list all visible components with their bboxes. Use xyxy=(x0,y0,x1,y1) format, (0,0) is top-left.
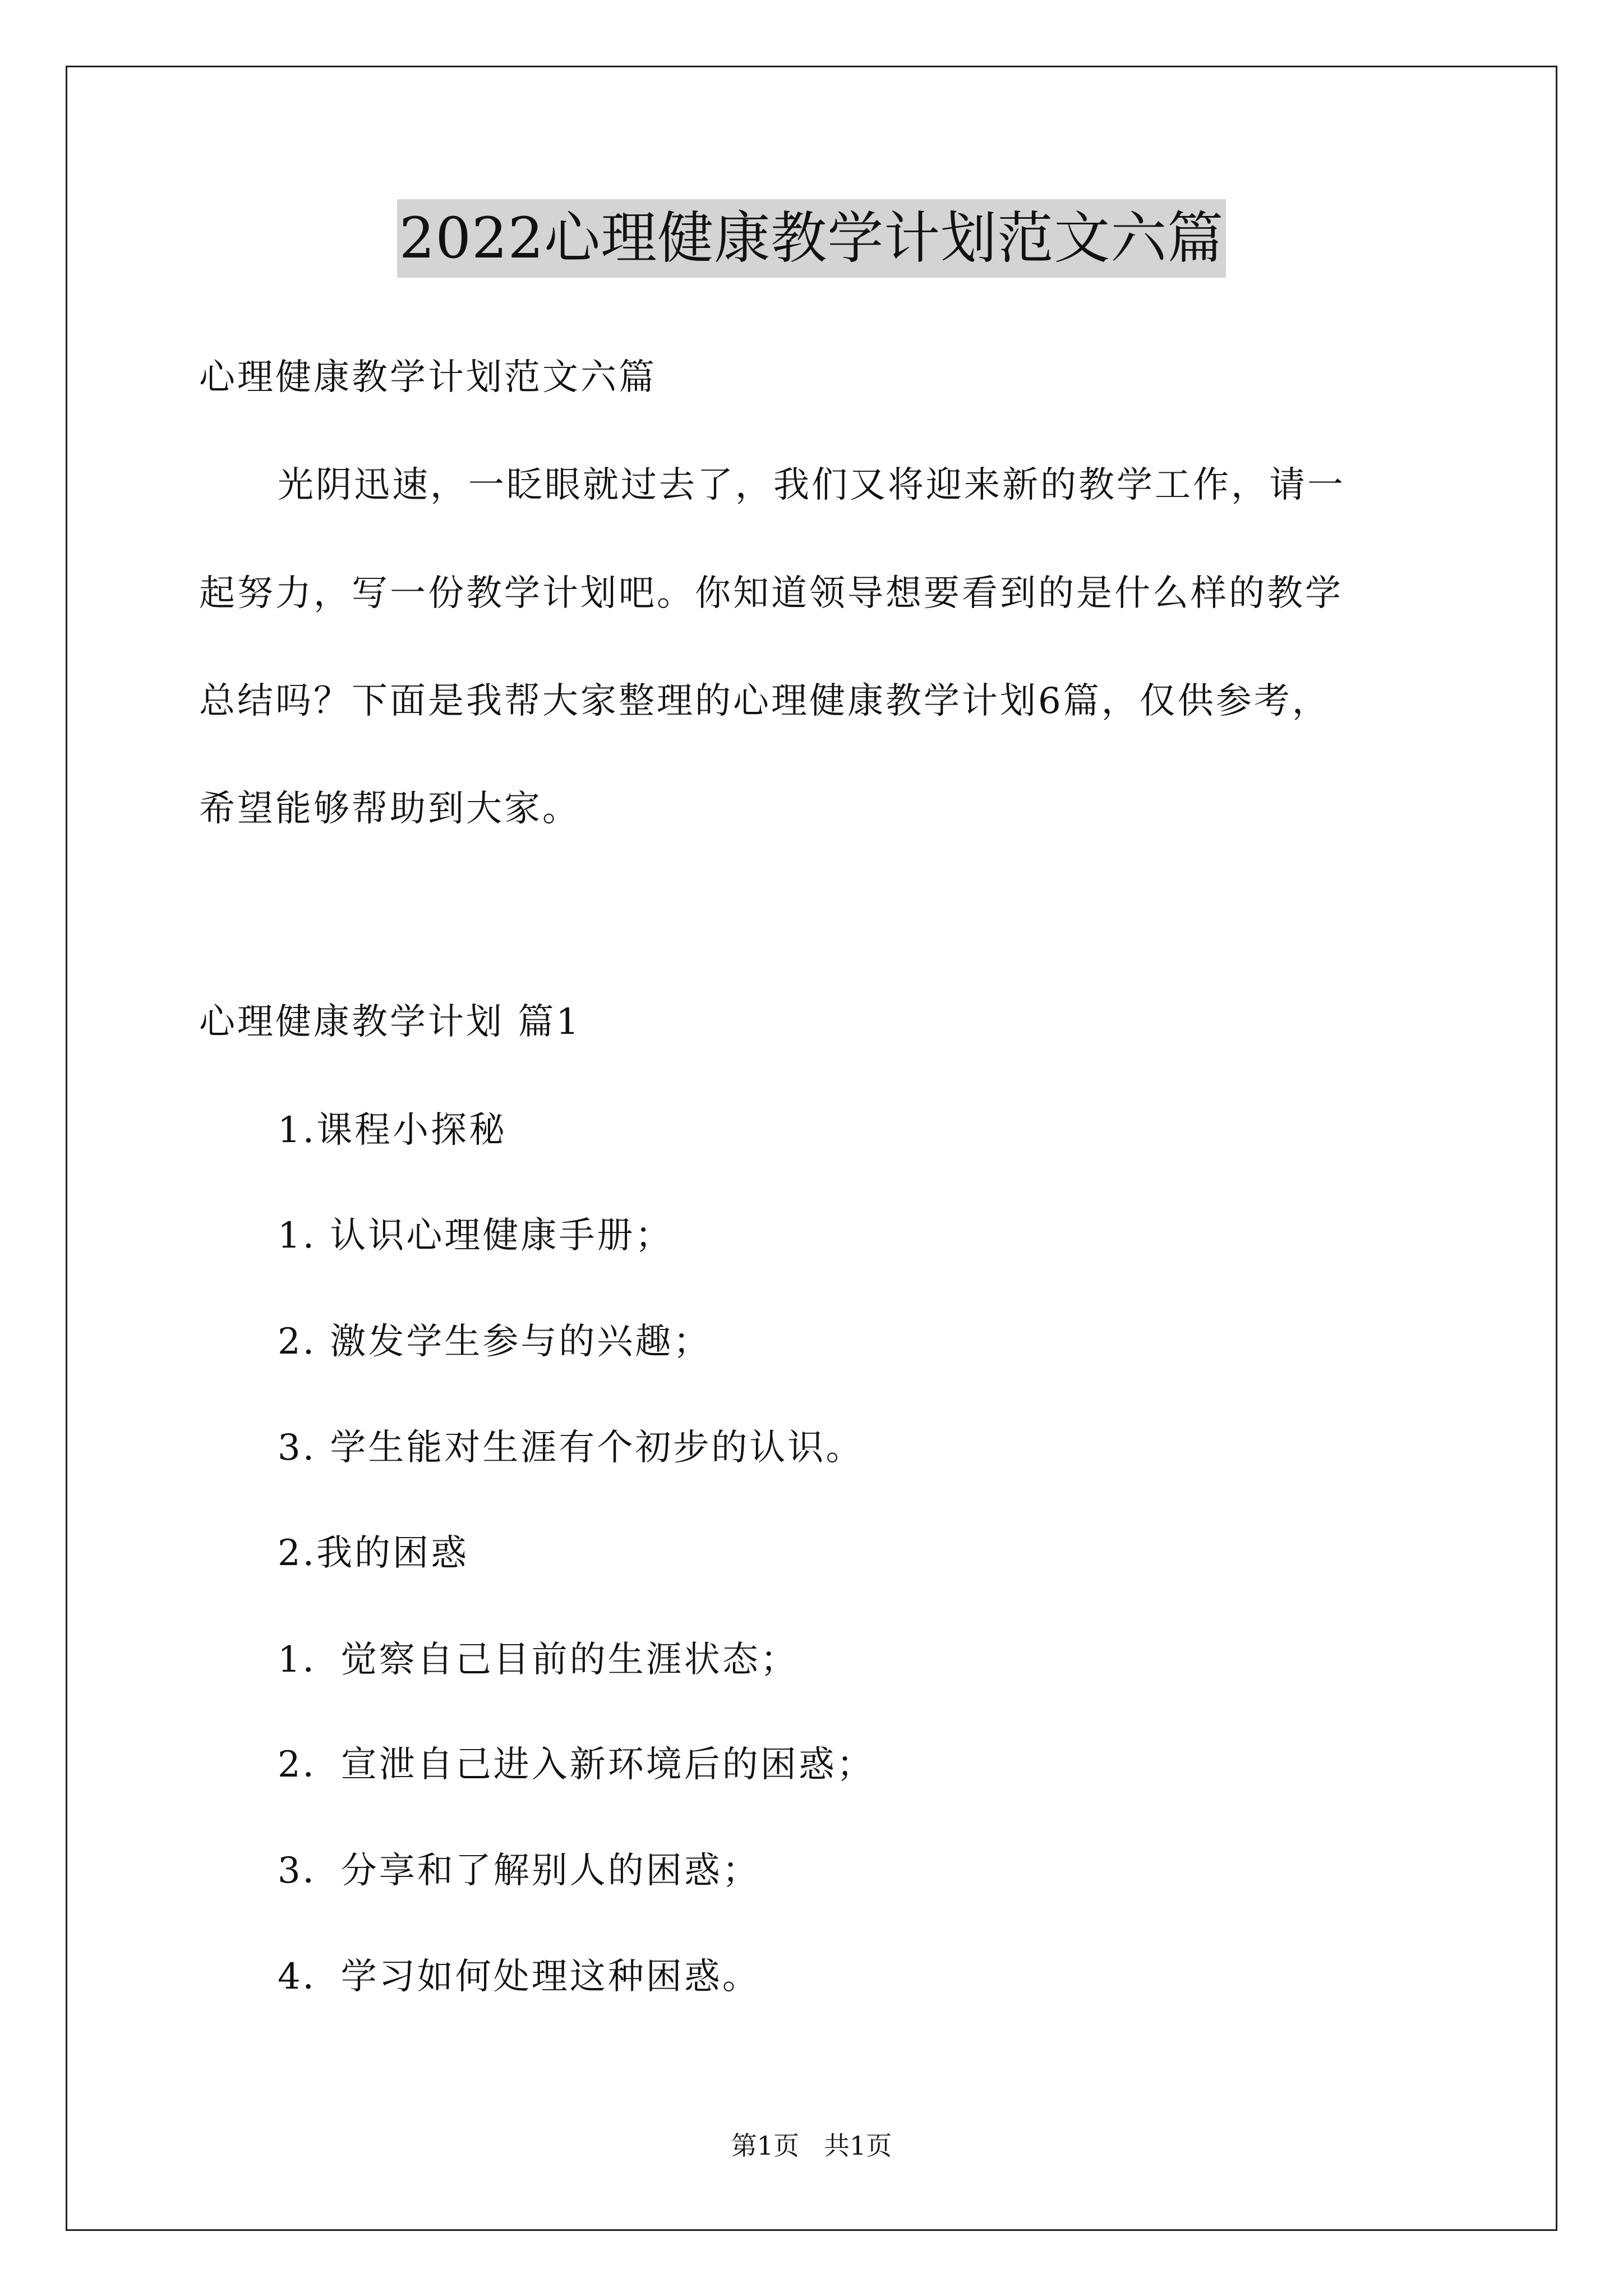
list-item: 1．觉察自己目前的生涯状态； xyxy=(278,1639,799,1681)
list-item: 2．宣泄自己进入新环境后的困惑； xyxy=(278,1744,875,1786)
list-item: 3. 学生能对生涯有个初步的认识。 xyxy=(278,1427,864,1469)
section-heading: 心理健康教学计划 篇1 xyxy=(199,1001,582,1043)
document-title: 2022心理健康教学计划范文六篇 xyxy=(397,199,1227,278)
list-item: 2.我的困惑 xyxy=(278,1533,469,1574)
document-subtitle: 心理健康教学计划范文六篇 xyxy=(199,357,657,398)
list-item: 1.课程小探秘 xyxy=(278,1110,508,1151)
list-item: 1. 认识心理健康手册； xyxy=(278,1215,674,1257)
list-item: 2. 激发学生参与的兴趣； xyxy=(278,1321,712,1363)
list-item: 3．分享和了解别人的困惑； xyxy=(278,1850,760,1892)
intro-line-3: 总结吗？下面是我帮大家整理的心理健康教学计划6篇，仅供参考， xyxy=(199,680,1330,722)
page-number-total: 共1页 xyxy=(824,2131,892,2161)
page-footer xyxy=(0,2129,1623,2162)
intro-line-4: 希望能够帮助到大家。 xyxy=(199,788,580,830)
title-container xyxy=(0,199,1623,278)
list-item: 4．学习如何处理这种困惑。 xyxy=(278,1956,760,1998)
intro-line-2: 起努力，写一份教学计划吧。你知道领导想要看到的是什么样的教学 xyxy=(199,573,1343,614)
intro-line-1: 光阴迅速，一眨眼就过去了，我们又将迎来新的教学工作，请一 xyxy=(278,464,1345,506)
page-number-current: 第1页 xyxy=(731,2131,799,2161)
